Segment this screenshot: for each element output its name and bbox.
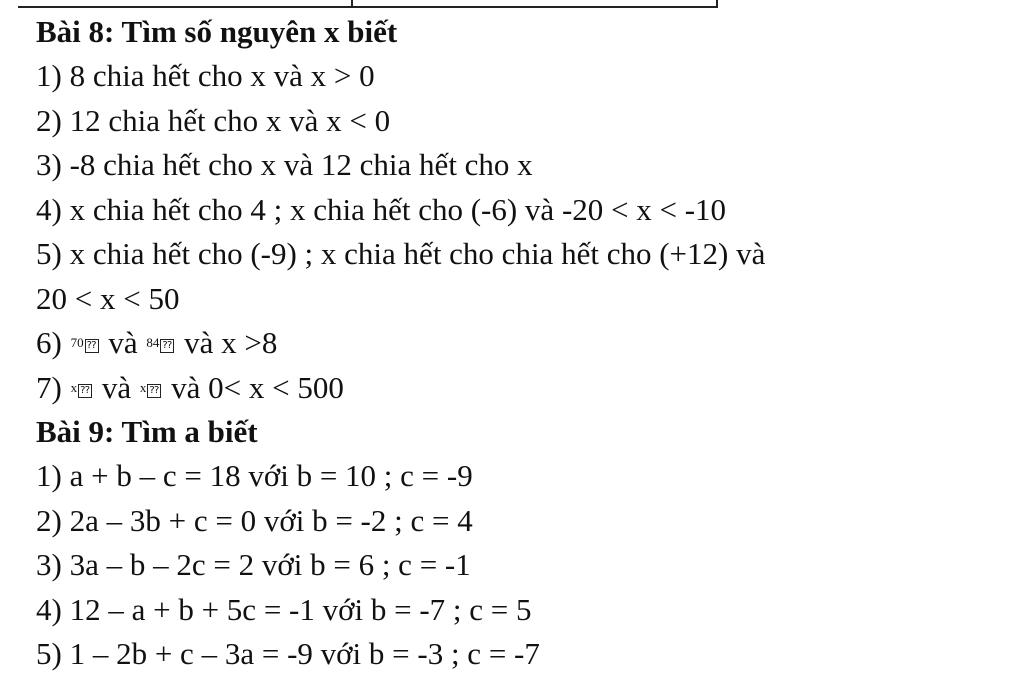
exercise-8-item-5-continued	[36, 277, 1016, 322]
conjunction: và	[108, 325, 138, 360]
formula-fragment: x	[70, 379, 78, 395]
exercise-8-item-7	[36, 366, 1016, 411]
item-number: 2)	[36, 502, 62, 538]
exercise-8-item-1	[36, 54, 1016, 99]
item-number: 4)	[36, 591, 62, 627]
formula-fragment: 70	[70, 335, 84, 350]
exercise-8-item-4	[36, 188, 1016, 233]
item-text: 1 – 2b + c – 3a = -9 với b = -3 ; c = -7	[69, 636, 540, 671]
exercise-8-title: Bài 8: Tìm số nguyên x biết	[36, 14, 398, 49]
item-number: 5)	[36, 236, 62, 271]
border-tick	[351, 0, 353, 7]
broken-formula-icon: ⁇	[160, 339, 174, 353]
broken-formula-icon: ⁇	[78, 384, 92, 398]
top-border-line	[18, 0, 718, 8]
exercise-9-item-4	[36, 588, 1016, 633]
item-text: 20 < x < 50	[36, 280, 180, 316]
item-number: 7)	[36, 369, 62, 405]
item-text: 12 chia hết cho x và x < 0	[69, 102, 391, 138]
exercise-9-title: Bài 9: Tìm a biết	[36, 414, 258, 449]
condition: x >8	[221, 325, 278, 360]
item-number: 1)	[36, 458, 62, 493]
conjunction: và	[184, 325, 214, 360]
formula-fragment: x	[139, 379, 147, 395]
item-number: 4)	[36, 191, 62, 227]
item-number: 2)	[36, 102, 62, 138]
conjunction: và	[171, 369, 201, 405]
exercise-8-item-2	[36, 99, 1016, 144]
item-text: x chia hết cho 4 ; x chia hết cho (-6) và -20 < x < -10	[69, 191, 727, 227]
exercise-8-item-6	[36, 321, 1016, 366]
item-text: -8 chia hết cho x và 12 chia hết cho x	[69, 147, 533, 182]
item-text: 8 chia hết cho x và x > 0	[69, 58, 375, 93]
broken-formula-icon: ⁇	[85, 339, 99, 353]
conjunction: và	[101, 369, 132, 405]
worksheet	[36, 10, 1016, 677]
condition: 0< x < 500	[208, 369, 344, 405]
broken-formula-icon: ⁇	[147, 384, 161, 398]
item-text: a + b – c = 18 với b = 10 ; c = -9	[69, 458, 473, 493]
item-number: 3)	[36, 547, 62, 582]
exercise-9-item-5	[36, 632, 1016, 677]
item-text: 2a – 3b + c = 0 với b = -2 ; c = 4	[69, 502, 473, 538]
exercise-8-item-3	[36, 143, 1016, 188]
border-tick	[716, 0, 718, 7]
formula-fragment: 84	[146, 335, 160, 350]
item-text: 3a – b – 2c = 2 với b = 6 ; c = -1	[69, 547, 471, 582]
item-number: 6)	[36, 325, 62, 360]
item-text: x chia hết cho (-9) ; x chia hết cho chia hết cho (+12) và	[69, 236, 766, 271]
item-number: 1)	[36, 58, 62, 93]
exercise-8-item-5	[36, 232, 1016, 277]
item-number: 5)	[36, 636, 62, 671]
exercise-9-item-3	[36, 543, 1016, 588]
exercise-9-item-2	[36, 499, 1016, 544]
item-text: 12 – a + b + 5c = -1 với b = -7 ; c = 5	[69, 591, 532, 627]
item-number: 3)	[36, 147, 62, 182]
exercise-9-item-1	[36, 454, 1016, 499]
